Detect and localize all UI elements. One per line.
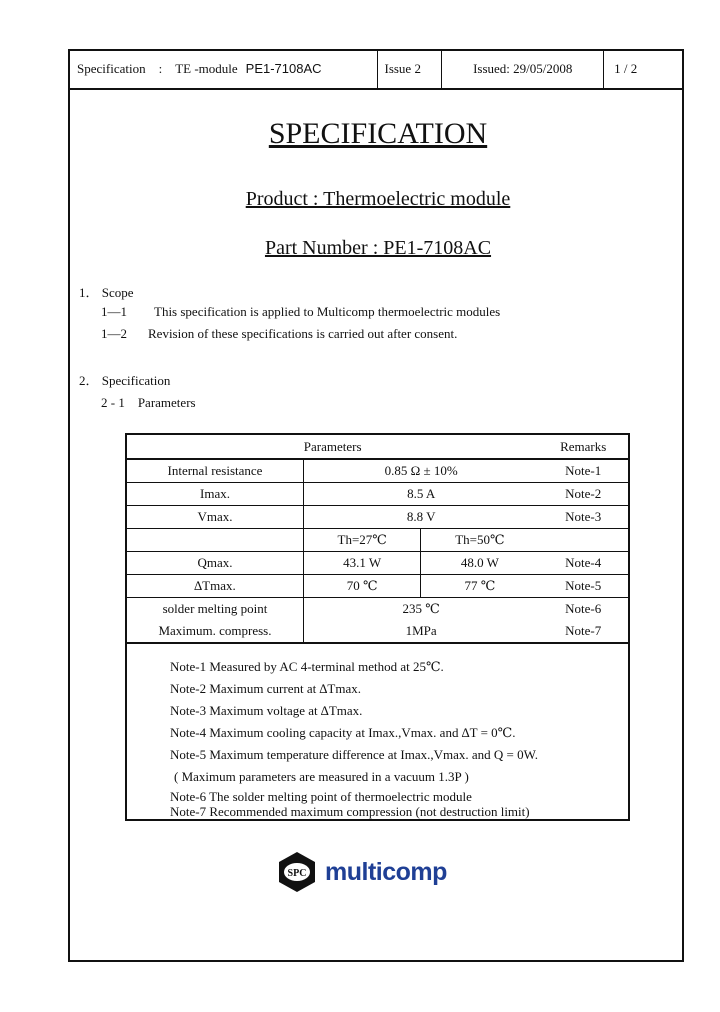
page-title: SPECIFICATION	[268, 117, 488, 150]
row-remark: Note-2	[538, 483, 629, 506]
scope-item-1-num: 1—1	[101, 304, 127, 319]
col-header-remarks: Remarks	[538, 434, 629, 459]
temp-th27: Th=27℃	[303, 529, 420, 552]
row-param: Imax.	[126, 483, 303, 506]
part-number-title: Part Number : PE1-7108AC	[264, 237, 492, 259]
row-value-th50: 77 ℃	[421, 575, 538, 598]
scope-heading: 1． Scope	[79, 285, 134, 300]
header-bar	[70, 51, 682, 90]
spec-heading: 2． Specification	[79, 373, 171, 388]
logo-badge-text: SPC	[287, 868, 307, 879]
header-issued: Issued: 29/05/2008	[442, 51, 604, 88]
table-row	[126, 575, 629, 598]
table-row	[126, 598, 629, 621]
table-row	[126, 552, 629, 575]
table-row	[126, 459, 629, 483]
header-part-no: PE1-7108AC	[245, 61, 322, 76]
header-issue: Issue 2	[378, 51, 442, 88]
row-param: Vmax.	[126, 506, 303, 529]
notes-row	[126, 643, 629, 820]
notes-cell	[126, 643, 629, 820]
row-remark: Note-5	[538, 575, 629, 598]
row-param: solder melting point	[126, 598, 303, 621]
table-header-row	[126, 434, 629, 459]
temp-row-blank	[126, 529, 303, 552]
row-value-th27: 43.1 W	[303, 552, 420, 575]
row-param: Internal resistance	[126, 459, 303, 483]
scope-item-2-num: 1—2	[101, 326, 127, 341]
note-5: Note-5 Maximum temperature difference at Imax.,Vmax. and Q = 0W.	[170, 747, 538, 762]
row-value: 8.8 V	[303, 506, 538, 529]
row-value: 1MPa	[303, 620, 538, 643]
col-header-parameters: Parameters	[126, 434, 538, 459]
row-value-th50: 48.0 W	[421, 552, 538, 575]
logo-wordmark: multicomp	[325, 857, 447, 886]
note-4: Note-4 Maximum cooling capacity at Imax.,Vmax. and ∆T = 0℃.	[170, 725, 516, 740]
header-spec-label: Specification : TE -module	[77, 61, 238, 76]
note-3: Note-3 Maximum voltage at ∆Tmax.	[170, 703, 363, 718]
product-title: Product : Thermoelectric module	[245, 188, 511, 210]
scope-item-1-text: This specification is applied to Multicomp thermoelectric modules	[154, 304, 501, 319]
temperature-row	[126, 529, 629, 552]
row-remark: Note-4	[538, 552, 629, 575]
table-row	[126, 506, 629, 529]
row-remark: Note-6	[538, 598, 629, 621]
row-param: Qmax.	[126, 552, 303, 575]
spec-sub-heading: 2 - 1 Parameters	[101, 395, 196, 410]
row-remark: Note-3	[538, 506, 629, 529]
row-value-th27: 70 ℃	[303, 575, 420, 598]
note-7: Note-7 Recommended maximum compression (not destruction limit)	[170, 804, 530, 819]
row-value: 0.85 Ω ± 10%	[303, 459, 538, 483]
row-value: 8.5 A	[303, 483, 538, 506]
page-frame	[68, 49, 684, 962]
table-row	[126, 483, 629, 506]
temp-row-remark-blank	[538, 529, 629, 552]
row-remark: Note-1	[538, 459, 629, 483]
note-6: Note-6 The solder melting point of thermoelectric module	[170, 789, 472, 804]
row-param: Maximum. compress.	[126, 620, 303, 643]
multicomp-logo	[277, 851, 447, 893]
table-row	[126, 620, 629, 643]
note-2: Note-2 Maximum current at ∆Tmax.	[170, 681, 361, 696]
spc-hexagon-icon	[277, 851, 317, 893]
temp-th50: Th=50℃	[421, 529, 538, 552]
note-vacuum: ( Maximum parameters are measured in a vacuum 1.3P )	[174, 769, 469, 784]
header-spec	[70, 51, 378, 88]
row-remark: Note-7	[538, 620, 629, 643]
scope-item-2-text: Revision of these specifications is carried out after consent.	[148, 326, 458, 341]
note-1: Note-1 Measured by AC 4-terminal method at 25℃.	[170, 659, 444, 674]
parameters-table	[125, 433, 630, 821]
header-page: 1 / 2	[614, 61, 638, 76]
row-value: 235 ℃	[303, 598, 538, 621]
row-param: ∆Tmax.	[126, 575, 303, 598]
